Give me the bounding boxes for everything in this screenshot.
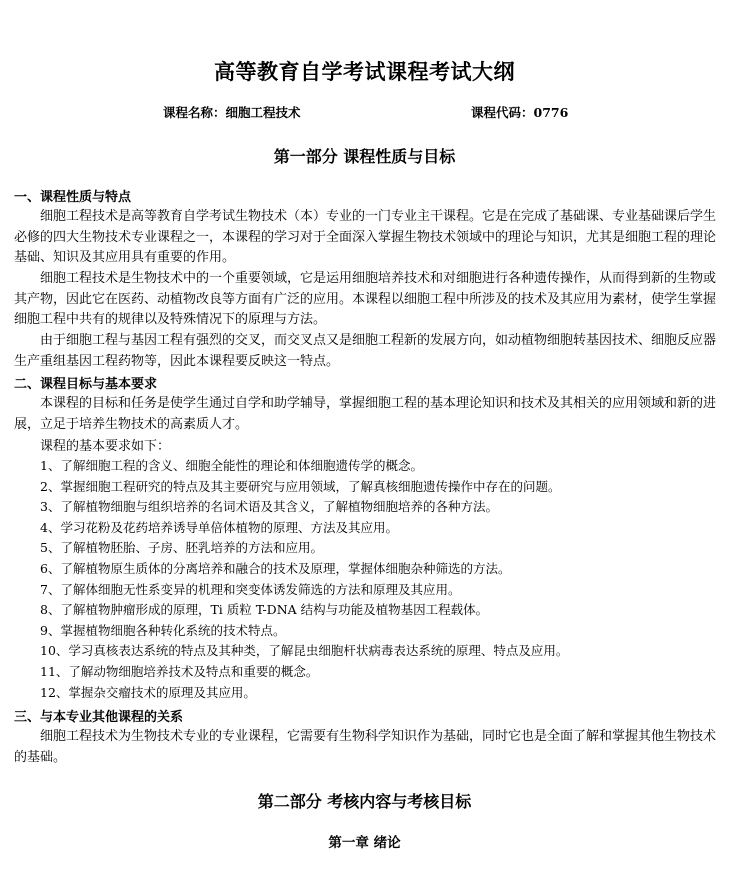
section-heading: 一、课程性质与特点 — [14, 190, 132, 205]
course-name: 课程名称：细胞工程技术 — [163, 105, 301, 120]
list-item: 9、掌握植物细胞各种转化系统的技术特点。 — [40, 622, 286, 638]
part2-title: 第二部分 考核内容与考核目标 — [257, 792, 472, 811]
list-item: 12、掌握杂交瘤技术的原理及其应用。 — [40, 684, 256, 700]
list-item: 3、了解植物细胞与组织培养的名词术语及其含义，了解植物细胞培养的各种方法。 — [40, 499, 498, 515]
list-item: 5、了解植物胚胎、子房、胚乳培养的方法和应用。 — [40, 540, 323, 556]
paragraph: 细胞工程技术是生物技术中的一个重要领域，它是运用细胞培养技术和对细胞进行各种遗传操作，从而得到新的生物或其产物，因此它在医药、动植物改良等方面有广泛的应用。本课程以细胞工程中所涉及的技术及其应用为素材，使学生掌握细胞工程中共有的规律以及特殊情况下的原理与方法。 — [14, 271, 717, 327]
list-item: 8、了解植物肿瘤形成的原理，Ti 质粒 T-DNA 结构与功能及植物基因工程载体。 — [40, 602, 489, 618]
paragraph: 细胞工程技术为生物技术专业的专业课程，它需要有生物科学知识作为基础，同时它也是全面了解和掌握其他生物技术的基础。 — [14, 729, 717, 765]
list-item: 2、掌握细胞工程研究的特点及其主要研究与应用领域，了解真核细胞遗传操作中存在的问题。 — [40, 478, 561, 494]
chapter-title: 第一章 绪论 — [328, 835, 401, 851]
paragraph: 细胞工程技术是高等教育自学考试生物技术（本）专业的一门专业主干课程。它是在完成了基础课、专业基础课后学生必修的四大生物技术专业课程之一，本课程的学习对于全面深入掌握生物技术领域中的理论与知识，尤其是细胞工程的理论基础、知识及其应用具有重要的作用。 — [14, 209, 717, 265]
list-item: 11、了解动物细胞培养技术及特点和重要的概念。 — [40, 663, 319, 679]
list-item: 1、了解细胞工程的含义、细胞全能性的理论和体细胞遗传学的概念。 — [40, 458, 423, 473]
requirements-list — [40, 456, 568, 703]
paragraph: 本课程的目标和任务是使学生通过自学和助学辅导，掌握细胞工程的基本理论知识和技术及其相关的应用领域和新的进展，立足于培养生物技术的高素质人才。 — [14, 396, 717, 432]
course-code: 课程代码：0776 — [471, 105, 569, 120]
document-title: 高等教育自学考试课程考试大纲 — [214, 60, 515, 84]
list-item: 6、了解植物原生质体的分离培养和融合的技术及原理，掌握体细胞杂种筛选的方法。 — [40, 560, 511, 576]
list-item: 10、学习真核表达系统的特点及其种类，了解昆虫细胞杆状病毒表达系统的原理、特点及应用。 — [40, 643, 569, 659]
list-item: 7、了解体细胞无性系变异的机理和突变体诱发筛选的方法和原理及其应用。 — [40, 581, 461, 597]
section-heading: 三、与本专业其他课程的关系 — [14, 710, 184, 725]
list-item: 4、学习花粉及花药培养诱导单倍体植物的原理、方法及其应用。 — [40, 519, 398, 535]
part1-title: 第一部分 课程性质与目标 — [273, 147, 456, 166]
paragraph: 由于细胞工程与基因工程有强烈的交叉，而交叉点又是细胞工程新的发展方向，如动植物细胞转基因技术、细胞反应器生产重组基因工程药物等，因此本课程要反映这一特点。 — [14, 333, 717, 369]
section-heading: 二、课程目标与基本要求 — [14, 377, 158, 392]
requirements-intro: 课程的基本要求如下： — [40, 439, 171, 454]
